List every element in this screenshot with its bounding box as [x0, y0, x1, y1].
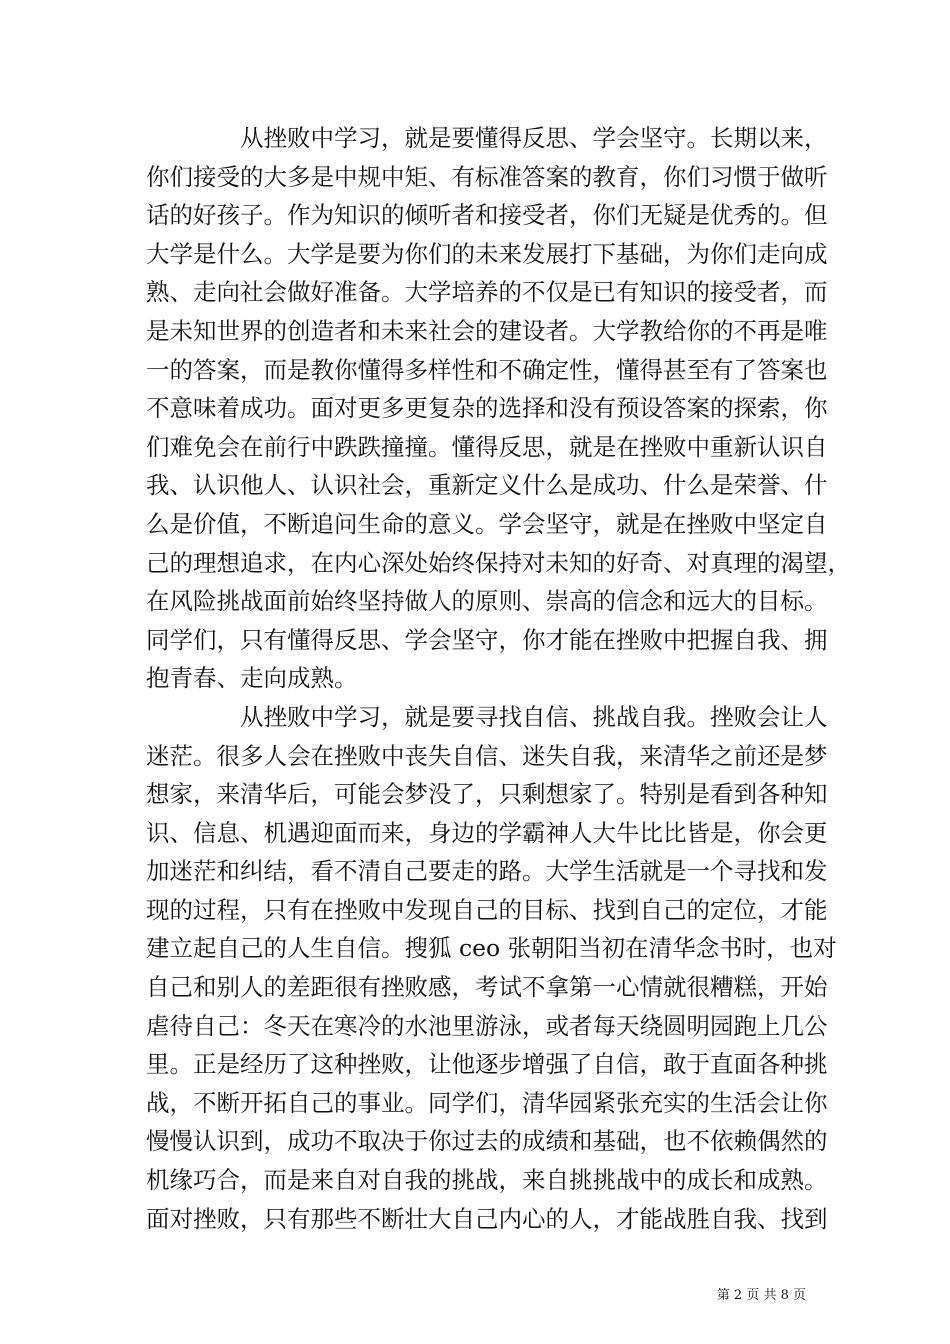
- text-line: 慢慢认识到，成功不取决于你过去的成绩和基础，也不依赖偶然的: [146, 1127, 828, 1156]
- text-line: 从挫败中学习，就是要寻找自信、挑战自我。挫败会让人: [240, 702, 828, 731]
- text-line: 么是价值，不断追问生命的意义。学会坚守，就是在挫败中坚定自: [146, 509, 828, 538]
- text-line: 识、信息、机遇迎面而来，身边的学霸神人大牛比比皆是，你会更: [146, 818, 828, 847]
- text-line: 一的答案，而是教你懂得多样性和不确定性，懂得甚至有了答案也: [146, 355, 828, 384]
- text-line: 抱青春、走向成熟。: [146, 664, 358, 693]
- text-line: 想家，来清华后，可能会梦没了，只剩想家了。特别是看到各种知: [146, 780, 828, 809]
- text-line: 话的好孩子。作为知识的倾听者和接受者，你们无疑是优秀的。但: [146, 201, 828, 230]
- paragraph-1: [146, 119, 851, 698]
- text-line: 里。正是经历了这种挫败，让他逐步增强了自信，敢于直面各种挑: [146, 1050, 828, 1079]
- text-line: 同学们，只有懂得反思、学会坚守，你才能在挫败中把握自我、拥: [146, 625, 828, 654]
- text-line: 我、认识他人、认识社会，重新定义什么是成功、什么是荣誉、什: [146, 471, 828, 500]
- text-line: 虐待自己：冬天在寒冷的水池里游泳，或者每天绕圆明园跑上几公: [146, 1011, 828, 1040]
- text-line: 是未知世界的创造者和未来社会的建设者。大学教给你的不再是唯: [146, 316, 828, 345]
- text-line: 你们接受的大多是中规中矩、有标准答案的教育，你们习惯于做听: [146, 162, 828, 191]
- text-line: 建立起自己的人生自信。搜狐 ceo 张朝阳当初在清华念书时，也对: [146, 934, 837, 963]
- text-line: 自己和别人的差距很有挫败感，考试不拿第一心情就很糟糕，开始: [146, 973, 828, 1002]
- text-line: 迷茫。很多人会在挫败中丧失自信、迷失自我，来清华之前还是梦: [146, 741, 828, 770]
- text-line: 加迷茫和纠结，看不清自己要走的路。大学生活就是一个寻找和发: [146, 857, 828, 886]
- text-line: 从挫败中学习，就是要懂得反思、学会坚守。长期以来，: [240, 124, 828, 152]
- paragraph-2: [146, 698, 837, 1238]
- text-line: 面对挫败，只有那些不断壮大自己内心的人，才能战胜自我、找到: [146, 1204, 828, 1233]
- body-text: [146, 119, 851, 1238]
- text-line: 机缘巧合，而是来自对自我的挑战，来自挑挑战中的成长和成熟。: [146, 1166, 828, 1195]
- text-line: 大学是什么。大学是要为你们的未来发展打下基础，为你们走向成: [146, 239, 828, 268]
- page-number-footer: 第 2 页 共 8 页: [716, 1288, 806, 1303]
- text-line: 战，不断开拓自己的事业。同学们，清华园紧张充实的生活会让你: [146, 1088, 828, 1117]
- text-line: 熟、走向社会做好准备。大学培养的不仅是已有知识的接受者，而: [146, 278, 828, 307]
- text-line: 们难免会在前行中跌跌撞撞。懂得反思，就是在挫败中重新认识自: [146, 432, 828, 461]
- text-line: 在风险挑战面前始终坚持做人的原则、崇高的信念和远大的目标。: [146, 587, 828, 616]
- text-line: 己的理想追求，在内心深处始终保持对未知的好奇、对真理的渴望，: [146, 548, 851, 577]
- text-line: 不意味着成功。面对更多更复杂的选择和没有预设答案的探索，你: [146, 394, 828, 423]
- text-line: 现的过程，只有在挫败中发现自己的目标、找到自己的定位，才能: [146, 895, 828, 924]
